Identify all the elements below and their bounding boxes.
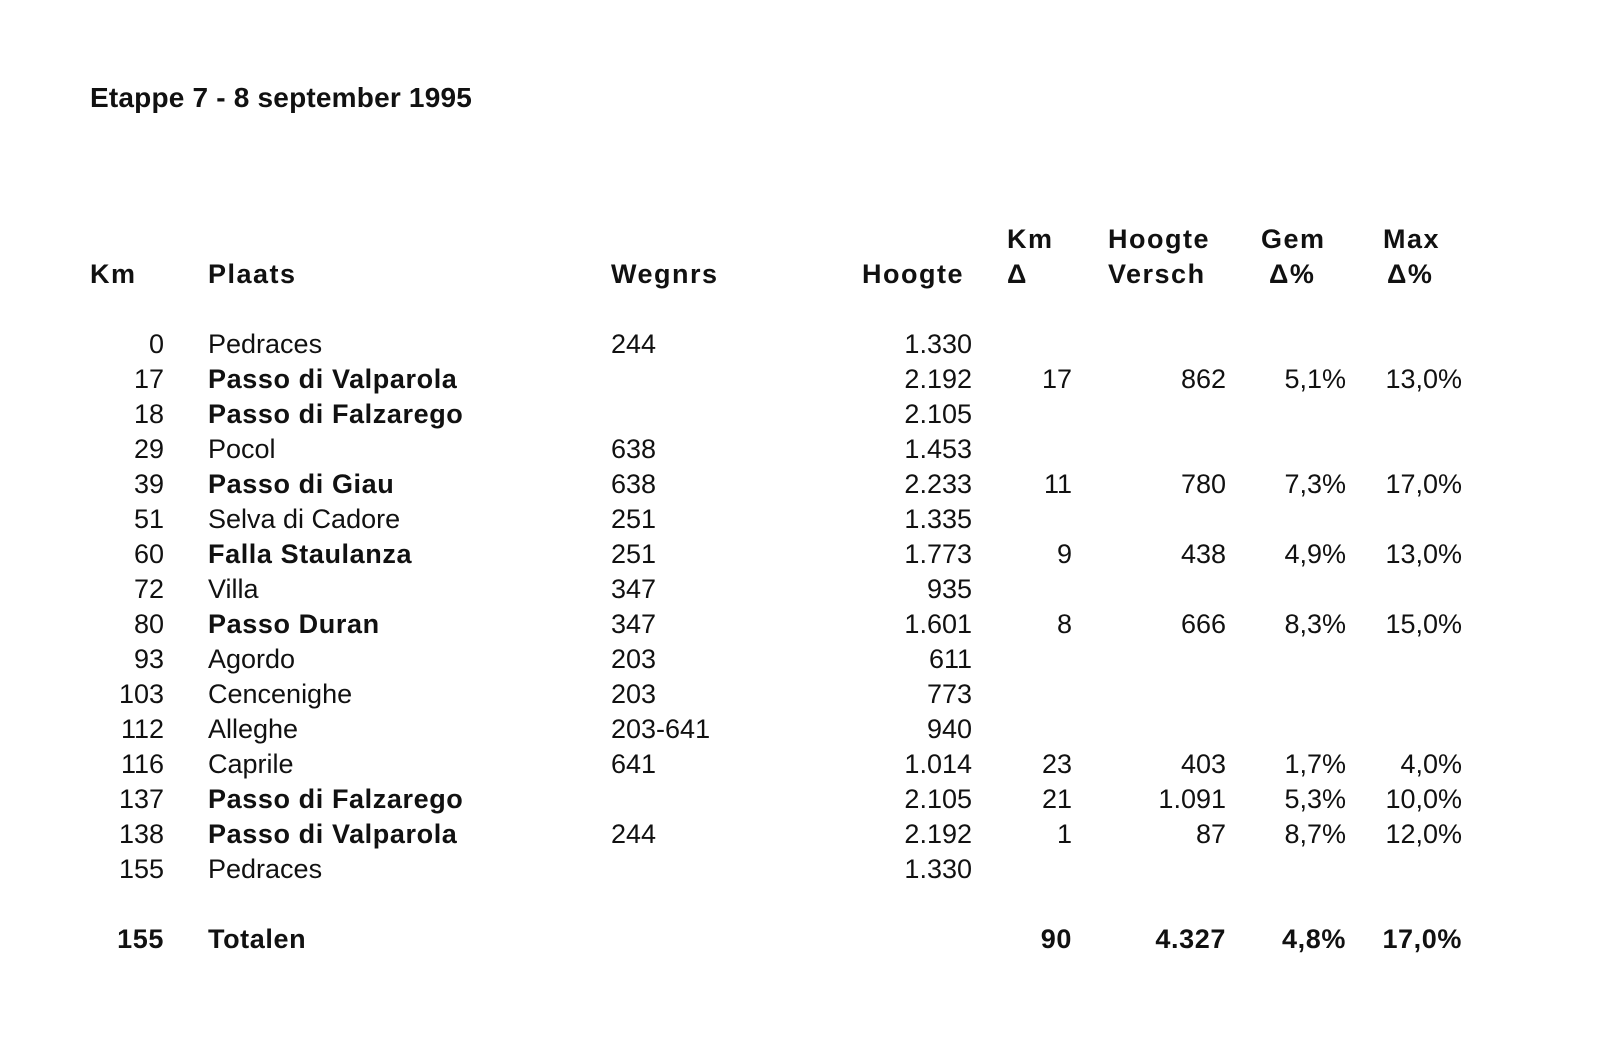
cell-road: 251 [611,539,657,569]
cell-avg-grade [1250,327,1346,362]
cell-road: 641 [611,749,657,779]
table-row [0,432,1600,467]
cell-road: 638 [611,469,657,499]
header-hoogte [862,257,964,292]
cell-height-diff: 862 [1180,364,1226,394]
cell-km-delta [990,852,1072,887]
cell-km-delta [990,397,1072,432]
cell-road [611,852,811,887]
header-km-delta-line2: Δ [1007,259,1028,289]
cell-height-diff: 666 [1180,609,1226,639]
table-row [0,502,1600,537]
cell-altitude: 611 [928,644,972,674]
cell-max-grade: 10,0% [1385,784,1462,814]
cell-avg-grade: 8,3% [1284,609,1346,639]
table-row [0,642,1600,677]
cell-height-diff: 87 [1195,819,1226,849]
cell-place: Passo di Giau [208,469,395,499]
cell-height-diff [1100,327,1226,362]
cell-place: Passo Duran [208,609,380,639]
header-plaats-label: Plaats [208,259,297,289]
cell-altitude: 2.192 [904,819,972,849]
cell-km: 0 [148,329,164,359]
cell-avg-grade [1250,502,1346,537]
cell-km-delta [990,502,1072,537]
cell-place: Falla Staulanza [208,539,413,569]
cell-place: Selva di Cadore [208,504,401,534]
header-max-line1: Max [1383,224,1441,254]
cell-km-delta: 23 [1041,749,1072,779]
cell-km-delta [990,712,1072,747]
cell-max-grade [1360,432,1462,467]
table-row [0,747,1600,782]
header-plaats [208,257,297,292]
cell-altitude: 1.014 [904,749,972,779]
cell-max-grade [1360,712,1462,747]
cell-avg-grade: 5,3% [1284,784,1346,814]
table-row [0,852,1600,887]
cell-place: Pedraces [208,329,323,359]
cell-road: 638 [611,434,657,464]
totals-avg-grade: 4,8% [1282,924,1346,954]
table-row [0,607,1600,642]
totals-km: 155 [117,924,164,954]
cell-max-grade: 17,0% [1385,469,1462,499]
cell-max-grade [1360,327,1462,362]
cell-max-grade: 15,0% [1385,609,1462,639]
cell-km: 112 [120,714,164,744]
cell-altitude: 2.105 [904,399,972,429]
cell-height-diff [1100,502,1226,537]
cell-max-grade: 4,0% [1400,749,1462,779]
header-max [1383,222,1440,292]
cell-place: Caprile [208,749,294,779]
cell-altitude: 1.453 [904,434,972,464]
cell-height-diff [1100,432,1226,467]
cell-road: 251 [611,504,657,534]
cell-place: Pedraces [208,854,323,884]
cell-km: 80 [133,609,164,639]
header-hoogte-versch [1108,222,1210,292]
cell-avg-grade [1250,642,1346,677]
cell-avg-grade: 7,3% [1284,469,1346,499]
cell-place: Alleghe [208,714,299,744]
cell-road: 244 [611,329,657,359]
cell-height-diff [1100,642,1226,677]
cell-max-grade [1360,572,1462,607]
cell-altitude: 1.330 [904,854,972,884]
cell-km: 103 [118,679,164,709]
header-max-line2: Δ% [1387,259,1434,289]
cell-altitude: 2.192 [904,364,972,394]
cell-km: 51 [133,504,164,534]
cell-altitude: 773 [926,679,972,709]
cell-road: 244 [611,819,657,849]
cell-max-grade: 12,0% [1385,819,1462,849]
cell-place: Pocol [208,434,276,464]
header-km-delta [1007,222,1054,292]
cell-km-delta [990,572,1072,607]
cell-place: Cencenighe [208,679,353,709]
cell-road [611,782,811,817]
cell-road [611,362,811,397]
table-row [0,817,1600,852]
totals-height-diff: 4.327 [1155,924,1226,954]
cell-km-delta: 9 [1056,539,1072,569]
header-gem-line1: Gem [1261,224,1326,254]
cell-height-diff [1100,572,1226,607]
cell-place: Passo di Valparola [208,819,458,849]
cell-altitude: 2.105 [904,784,972,814]
cell-avg-grade [1250,712,1346,747]
cell-altitude: 2.233 [904,469,972,499]
page-title: Etappe 7 - 8 september 1995 [90,82,473,113]
header-hoogte-versch-line1: Hoogte [1108,224,1210,254]
cell-altitude: 940 [926,714,972,744]
cell-km-delta: 11 [1043,469,1072,499]
table-row [0,537,1600,572]
table-row [0,712,1600,747]
cell-road: 203-641 [611,714,711,744]
cell-km-delta [990,642,1072,677]
cell-km-delta: 8 [1056,609,1072,639]
cell-height-diff: 403 [1180,749,1226,779]
table-row [0,362,1600,397]
cell-place: Passo di Falzarego [208,784,464,814]
cell-road: 203 [611,644,657,674]
cell-km: 138 [118,819,164,849]
totals-km-delta: 90 [1040,924,1072,954]
cell-km: 155 [118,854,164,884]
totals-max-grade: 17,0% [1382,924,1462,954]
cell-km: 39 [133,469,164,499]
header-hoogte-label: Hoogte [862,259,964,289]
cell-altitude: 1.773 [904,539,972,569]
table-row [0,467,1600,502]
cell-avg-grade [1250,572,1346,607]
cell-max-grade [1360,642,1462,677]
cell-altitude: 1.601 [904,609,972,639]
header-wegnrs-label: Wegnrs [611,259,719,289]
cell-avg-grade: 5,1% [1284,364,1346,394]
cell-altitude: 1.335 [904,504,972,534]
cell-max-grade: 13,0% [1385,539,1462,569]
cell-km: 137 [118,784,164,814]
cell-max-grade [1360,677,1462,712]
cell-km-delta: 21 [1041,784,1072,814]
cell-height-diff: 780 [1180,469,1226,499]
header-gem [1261,222,1326,292]
cell-km-delta [990,432,1072,467]
cell-max-grade: 13,0% [1385,364,1462,394]
cell-place: Villa [208,574,259,604]
cell-km: 29 [133,434,164,464]
cell-avg-grade [1250,432,1346,467]
totals-label: Totalen [208,924,307,954]
cell-height-diff: 1.091 [1158,784,1226,814]
header-km [90,257,137,292]
cell-road: 347 [611,609,657,639]
table-row [0,397,1600,432]
header-km-delta-line1: Km [1007,224,1054,254]
cell-altitude: 935 [926,574,972,604]
table-row [0,572,1600,607]
table-row [0,782,1600,817]
cell-max-grade [1360,502,1462,537]
cell-place: Agordo [208,644,296,674]
cell-max-grade [1360,852,1462,887]
cell-km: 93 [133,644,164,674]
cell-km-delta [990,327,1072,362]
cell-road [611,397,811,432]
cell-altitude: 1.330 [904,329,972,359]
cell-km-delta [990,677,1072,712]
cell-km: 72 [133,574,164,604]
cell-km-delta: 17 [1041,364,1072,394]
cell-km-delta: 1 [1056,819,1072,849]
cell-road: 347 [611,574,657,604]
totals-row [0,922,1600,957]
cell-max-grade [1360,397,1462,432]
cell-km: 60 [133,539,164,569]
cell-avg-grade [1250,677,1346,712]
table-row [0,327,1600,362]
cell-height-diff [1100,852,1226,887]
header-km-label: Km [90,259,137,289]
cell-km: 17 [133,364,164,394]
cell-km: 116 [120,749,164,779]
cell-place: Passo di Falzarego [208,399,464,429]
cell-height-diff [1100,397,1226,432]
cell-avg-grade [1250,397,1346,432]
cell-avg-grade [1250,852,1346,887]
cell-avg-grade: 1,7% [1284,749,1346,779]
header-gem-line2: Δ% [1269,259,1316,289]
cell-avg-grade: 8,7% [1284,819,1346,849]
cell-height-diff [1100,712,1226,747]
header-hoogte-versch-line2: Versch [1108,259,1206,289]
table-row [0,677,1600,712]
cell-road: 203 [611,679,657,709]
cell-height-diff [1100,677,1226,712]
cell-avg-grade: 4,9% [1284,539,1346,569]
cell-height-diff: 438 [1180,539,1226,569]
cell-place: Passo di Valparola [208,364,458,394]
header-wegnrs [611,257,719,292]
cell-km: 18 [133,399,164,429]
